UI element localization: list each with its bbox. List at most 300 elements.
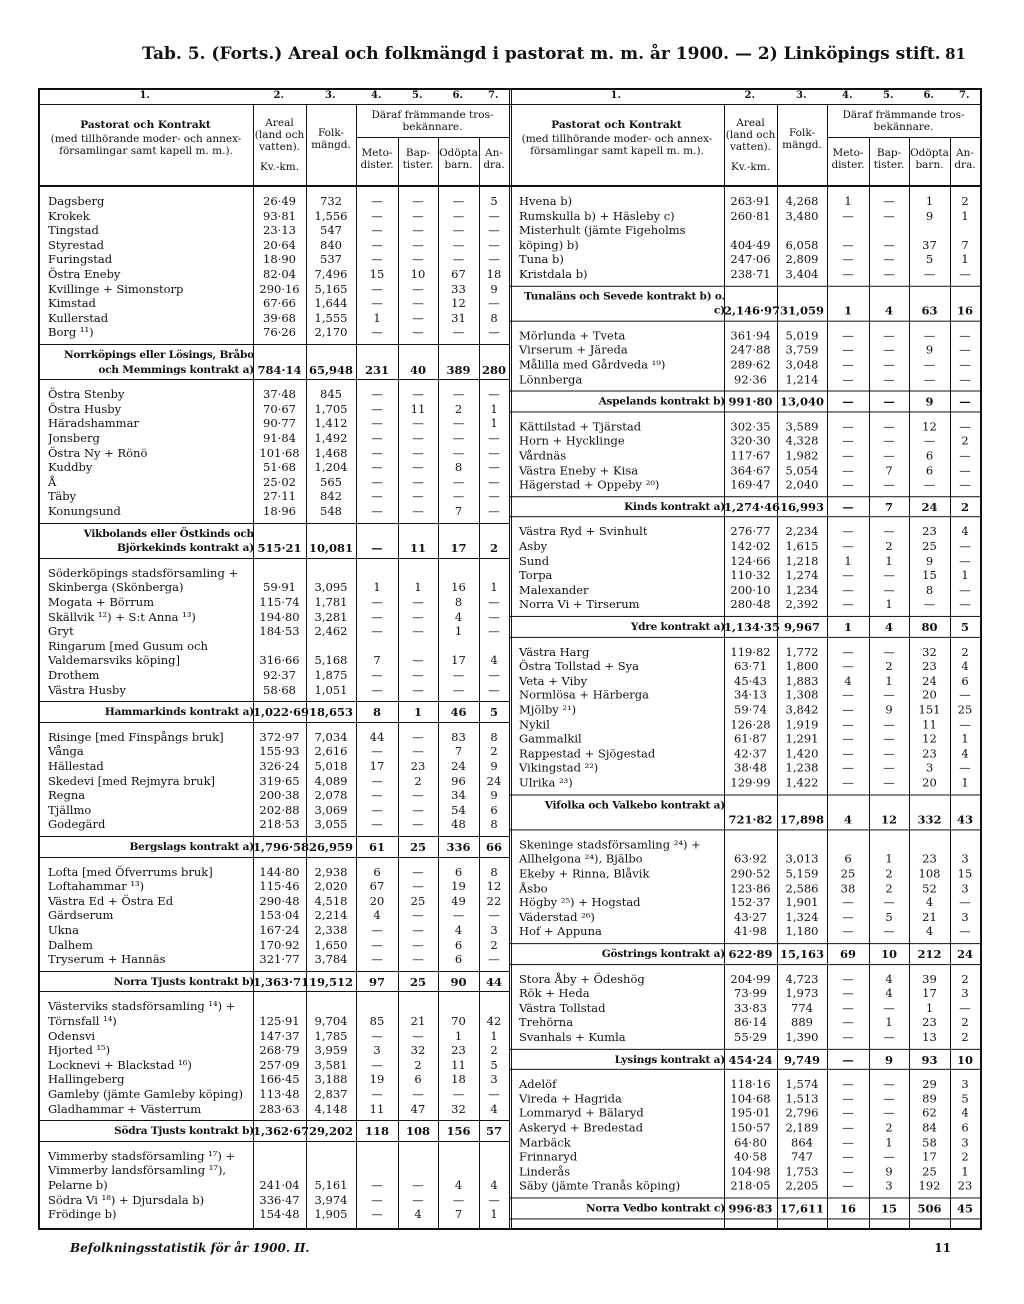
baptister-value: — — [883, 1000, 895, 1015]
andra-value: — — [959, 895, 971, 910]
column-number: 4. — [842, 90, 853, 101]
table-row — [38, 879, 509, 894]
odopta-value: 17 — [922, 1149, 937, 1164]
pastorat-name: Väderstad ²⁶) — [519, 910, 595, 924]
baptister-value: — — [883, 775, 895, 790]
column-number-row — [38, 90, 509, 103]
pastorat-name: Dagsberg — [48, 194, 105, 208]
andra-value: 15 — [957, 866, 973, 881]
folkmangd-value: 2,214 — [314, 908, 348, 923]
odopta-value: 93 — [921, 1052, 938, 1067]
metodister-value: — — [842, 1149, 854, 1164]
baptister-value: 4 — [884, 303, 893, 318]
andra-value: — — [488, 609, 500, 624]
table-row — [509, 419, 980, 434]
baptister-value: — — [412, 609, 424, 624]
areal-value: 144·80 — [259, 864, 300, 879]
header-areal-unit: Kv.-km. — [259, 161, 300, 173]
baptister-value: 2 — [414, 1057, 422, 1072]
baptister-value: — — [412, 1028, 424, 1043]
odopta-value: 1 — [925, 194, 934, 208]
baptister-value: 9 — [884, 1052, 893, 1067]
pastorat-name: Mogata + Börrum — [48, 595, 155, 609]
folkmangd-value: 1,772 — [785, 644, 819, 659]
subtotal-rule — [38, 722, 509, 723]
header-group-trosbekannare: Däraf främmande tros-bekännare. — [371, 109, 494, 133]
pastorat-name: Tuna b) — [519, 252, 564, 267]
folkmangd-value: 2,205 — [785, 1178, 819, 1193]
areal-value: 1,274·46 — [724, 500, 781, 514]
table-row — [38, 938, 509, 953]
odopta-value: 20 — [922, 775, 937, 790]
andra-value: — — [488, 908, 500, 923]
table-row — [38, 1087, 509, 1102]
metodister-value: — — [371, 460, 383, 475]
pastorat-name: Odensvi — [48, 1028, 96, 1043]
metodister-value: 6 — [844, 851, 852, 866]
pastorat-name: Vimmerby stadsförsamling ¹⁷) + Vimmerby landsförsamling ¹⁷), Pelarne b) — [48, 1148, 236, 1192]
table-row — [509, 252, 980, 267]
table-row — [509, 434, 980, 449]
odopta-value: 506 — [917, 1201, 942, 1216]
folkmangd-value: 5,165 — [314, 281, 348, 296]
andra-value: 9 — [490, 788, 498, 803]
header-areal: Areal (land och vatten). — [725, 117, 776, 153]
pastorat-name: Virserum + Järeda — [519, 343, 628, 357]
table-row — [509, 267, 980, 282]
baptister-value: 4 — [885, 971, 893, 986]
folkmangd-value: 4,518 — [314, 893, 348, 908]
folkmangd-value: 2,809 — [785, 252, 819, 267]
odopta-value: 336 — [446, 840, 471, 854]
folkmangd-value: 9,749 — [783, 1052, 820, 1067]
header-odopta: Odöpta barn. — [910, 147, 949, 171]
header-baptister: Bap-tister. — [873, 147, 905, 171]
metodister-value: — — [842, 1164, 854, 1179]
areal-value: 92·36 — [734, 372, 767, 387]
areal-value: 991·80 — [728, 394, 773, 409]
table-row — [38, 282, 509, 297]
folkmangd-value: 2,462 — [314, 624, 348, 639]
baptister-value: 1 — [885, 851, 893, 866]
baptister-value: — — [883, 895, 895, 910]
metodister-value: 118 — [364, 1124, 389, 1139]
header-baptister: Bap-tister. — [402, 147, 434, 171]
andra-value: 9 — [490, 759, 498, 773]
table-row — [509, 986, 980, 1001]
odopta-value: 9 — [925, 553, 934, 568]
header-group-line — [356, 137, 509, 138]
andra-value: 3 — [961, 880, 969, 895]
table-row — [38, 1058, 509, 1073]
baptister-value: — — [412, 416, 424, 431]
folkmangd-value: 1,615 — [785, 539, 819, 554]
odopta-value: 23 — [922, 524, 937, 539]
areal-value: 25·02 — [263, 474, 296, 489]
folkmangd-value: 548 — [320, 504, 342, 518]
areal-value: 218·53 — [259, 817, 300, 832]
subtotal-rule — [509, 1197, 980, 1198]
areal-value: 361·94 — [730, 328, 771, 343]
baptister-value: — — [883, 524, 895, 539]
metodister-value: — — [371, 489, 383, 504]
metodister-value: — — [842, 775, 854, 790]
pastorat-name: Kullerstad — [48, 310, 109, 325]
table-row — [509, 1077, 980, 1092]
metodister-value: — — [842, 659, 854, 673]
folkmangd-value: 65,948 — [308, 362, 353, 377]
pastorat-name: Norra Vi + Tirserum — [519, 597, 640, 612]
baptister-value: 12 — [880, 812, 897, 827]
table-row — [509, 328, 980, 343]
pastorat-name: Västra Eneby + Kisa — [519, 462, 639, 477]
folkmangd-value: 1,875 — [314, 668, 348, 682]
baptister-value: — — [412, 1192, 424, 1207]
andra-value: 4 — [961, 1106, 969, 1121]
areal-value: 39·68 — [263, 310, 296, 325]
folkmangd-value: 2,189 — [785, 1120, 819, 1135]
odopta-value: 29 — [922, 1076, 937, 1091]
andra-value: — — [488, 1192, 500, 1207]
odopta-value: — — [452, 208, 465, 223]
baptister-value: — — [412, 223, 424, 238]
metodister-value: — — [371, 431, 383, 445]
pastorat-name: Furingstad — [48, 252, 113, 267]
folkmangd-value: 3,959 — [314, 1043, 348, 1058]
table-row — [509, 761, 980, 776]
baptister-value: — — [883, 194, 895, 208]
andra-value: 4 — [490, 653, 498, 668]
pastorat-name: Ukna — [48, 923, 79, 937]
kontrakt-total-row — [509, 620, 980, 635]
subtotal-rule — [509, 616, 980, 617]
left-table — [38, 88, 509, 1230]
baptister-value: 10 — [880, 947, 897, 962]
folkmangd-value: 2,392 — [785, 597, 819, 612]
areal-value: 1,362·67 — [253, 1124, 310, 1139]
header-folkmangd: Folk-mängd. — [782, 127, 822, 151]
metodister-value: 15 — [369, 267, 385, 281]
areal-value: 45·43 — [734, 673, 767, 688]
odopta-value: 52 — [922, 880, 937, 895]
odopta-value: — — [452, 1192, 465, 1207]
metodister-value: 61 — [368, 840, 385, 854]
odopta-value: 1 — [454, 624, 463, 639]
table-row — [38, 774, 509, 789]
kontrakt-total-row — [509, 798, 980, 827]
odopta-value: 25 — [922, 539, 937, 554]
baptister-value: — — [412, 460, 424, 475]
pastorat-name: Vifolka och Valkebo kontrakt a) — [544, 799, 725, 812]
pastorat-name: Norrköpings eller Lösings, Bråbo och Memmings kontrakt a) — [64, 349, 254, 376]
areal-value: 404·49 — [730, 237, 771, 252]
andra-value: — — [959, 343, 971, 357]
baptister-value: 2 — [885, 866, 893, 881]
folkmangd-value: 6,058 — [785, 237, 819, 252]
odopta-value: 8 — [925, 582, 934, 597]
baptister-value: — — [412, 252, 424, 267]
folkmangd-value: 18,653 — [308, 705, 353, 720]
odopta-value: 19 — [451, 879, 466, 894]
areal-value: 125·91 — [259, 1013, 300, 1028]
odopta-value: 192 — [918, 1178, 941, 1193]
table-row — [509, 746, 980, 761]
pastorat-name: Rappestad + Sjögestad — [519, 746, 656, 761]
pastorat-name: Locknevi + Blackstad ¹⁶) — [48, 1057, 192, 1072]
andra-value: 5 — [960, 619, 969, 634]
pastorat-name: Å — [48, 474, 57, 489]
andra-value: — — [488, 223, 500, 238]
metodister-value: — — [371, 237, 383, 252]
metodister-value: — — [842, 924, 854, 939]
pastorat-name: Marbäck — [519, 1135, 571, 1150]
areal-value: 142·02 — [730, 539, 771, 554]
footer-sheet-number: 11 — [934, 1241, 951, 1255]
folkmangd-value: 889 — [791, 1015, 813, 1030]
baptister-value: — — [883, 433, 895, 448]
andra-value: — — [488, 668, 500, 682]
baptister-value: — — [412, 310, 424, 325]
pastorat-name: Hammarkinds kontrakt a) — [104, 706, 254, 719]
baptister-value: 15 — [880, 1201, 897, 1216]
odopta-value: 11 — [451, 1057, 466, 1072]
areal-value: 166·45 — [259, 1072, 300, 1087]
andra-value: — — [488, 682, 500, 697]
folkmangd-value: 2,338 — [314, 923, 348, 937]
areal-value: 784·14 — [257, 362, 302, 377]
andra-value: — — [488, 252, 500, 267]
baptister-value: — — [883, 1091, 895, 1106]
areal-value: 73·99 — [734, 986, 767, 1001]
folkmangd-value: 26,959 — [308, 840, 353, 854]
table-row — [509, 1001, 980, 1016]
subtotal-rule — [509, 496, 980, 497]
odopta-value: 58 — [922, 1135, 937, 1150]
areal-value: 34·13 — [734, 688, 767, 703]
table-row — [509, 194, 980, 209]
folkmangd-value: 2,796 — [785, 1106, 819, 1121]
pastorat-name: Vårdnäs — [519, 448, 567, 463]
subtotal-rule — [38, 379, 509, 380]
subtotal-rule — [38, 836, 509, 837]
odopta-value: 23 — [922, 851, 937, 866]
areal-value: 280·48 — [730, 597, 771, 612]
metodister-value: — — [371, 445, 383, 460]
pastorat-name: Hof + Appuna — [519, 924, 602, 939]
table-row — [509, 597, 980, 612]
andra-value: 2 — [961, 1029, 969, 1044]
pastorat-name: Västra Ed + Östra Ed — [48, 893, 174, 908]
folkmangd-value: 5,019 — [785, 328, 819, 343]
odopta-value: 23 — [922, 659, 937, 673]
pastorat-name: Västra Ryd + Svinhult — [519, 524, 648, 539]
folkmangd-value: 5,161 — [314, 1177, 348, 1192]
folkmangd-value: 1,785 — [314, 1028, 348, 1043]
odopta-value: 90 — [450, 974, 467, 989]
metodister-value: — — [371, 609, 383, 624]
metodister-value: — — [371, 325, 383, 340]
table-row — [509, 448, 980, 463]
pastorat-name: Västra Tollstad — [519, 1000, 606, 1015]
odopta-value: 17 — [451, 653, 466, 668]
andra-value: — — [959, 924, 971, 939]
folkmangd-value: 1,412 — [314, 416, 348, 431]
metodister-value: — — [842, 717, 854, 732]
metodister-value: — — [842, 1106, 854, 1121]
column-number: 6. — [923, 90, 934, 101]
andra-value: — — [488, 504, 500, 518]
column-header — [509, 104, 980, 187]
metodister-value: — — [842, 1015, 854, 1030]
pastorat-name: Frödinge b) — [48, 1207, 117, 1222]
andra-value: — — [488, 325, 500, 340]
metodister-value: — — [842, 644, 854, 659]
table-row — [38, 803, 509, 818]
subtotal-rule — [509, 285, 980, 286]
pastorat-name: Vånga — [48, 744, 84, 759]
folkmangd-value: 3,784 — [314, 952, 348, 967]
table-row — [509, 463, 980, 478]
areal-value: 20·64 — [263, 237, 296, 252]
metodister-value: — — [842, 477, 854, 492]
areal-value: 93·81 — [263, 208, 296, 223]
andra-value: 2 — [961, 433, 969, 448]
table-row — [38, 817, 509, 832]
header-pastorat-sub: (med tillhörande moder- och annex-församlingar samt kapell m. m.). — [521, 133, 713, 157]
baptister-value: 1 — [885, 553, 893, 568]
baptister-value: — — [883, 252, 895, 267]
andra-value: 12 — [486, 879, 502, 894]
header-metodister: Meto-dister. — [360, 147, 394, 171]
andra-value: — — [959, 328, 971, 343]
odopta-value: 1 — [925, 1000, 934, 1015]
table-row — [509, 343, 980, 358]
column-line — [869, 137, 870, 185]
baptister-value: 108 — [405, 1124, 430, 1139]
folkmangd-value: 17,898 — [779, 812, 824, 827]
metodister-value: — — [842, 419, 854, 434]
odopta-value: 9 — [925, 394, 934, 409]
table-row — [38, 223, 509, 238]
andra-value: — — [959, 394, 971, 409]
folkmangd-value: 1,973 — [785, 986, 819, 1001]
baptister-value: 1 — [885, 673, 893, 688]
areal-value: 76·26 — [263, 325, 296, 340]
andra-value: 25 — [957, 702, 973, 717]
subtotal-rule — [38, 991, 509, 992]
table-row — [38, 325, 509, 340]
baptister-value: — — [412, 879, 424, 894]
pastorat-name: Ydre kontrakt a) — [630, 620, 725, 633]
odopta-value: 24 — [922, 673, 937, 688]
metodister-value: — — [371, 208, 383, 223]
folkmangd-value: 1,513 — [785, 1091, 819, 1106]
baptister-value: — — [883, 343, 895, 357]
folkmangd-value: 1,051 — [314, 682, 348, 697]
odopta-value: 4 — [925, 895, 934, 910]
header-group-line — [827, 137, 980, 138]
kontrakt-total-row — [509, 500, 980, 515]
areal-value: 194·80 — [259, 609, 300, 624]
odopta-value: 108 — [918, 866, 941, 881]
odopta-value: — — [452, 489, 465, 504]
odopta-value: 7 — [454, 744, 463, 759]
odopta-value: 4 — [925, 924, 934, 939]
odopta-value: 389 — [446, 362, 471, 377]
odopta-value: 156 — [446, 1124, 471, 1139]
subtotal-rule — [509, 794, 980, 795]
areal-value: 58·68 — [263, 682, 296, 697]
odopta-value: 34 — [451, 788, 466, 803]
column-number: 2. — [273, 90, 284, 101]
metodister-value: — — [842, 1120, 854, 1135]
areal-value: 170·92 — [259, 937, 300, 952]
folkmangd-value: 774 — [791, 1000, 813, 1015]
baptister-value: — — [412, 682, 424, 697]
folkmangd-value: 3,759 — [785, 343, 819, 357]
pastorat-name: Åsbo — [519, 880, 548, 895]
folkmangd-value: 1,555 — [314, 310, 348, 325]
subtotal-rule — [509, 964, 980, 965]
table-row — [38, 238, 509, 253]
metodister-value: 1 — [373, 310, 381, 325]
areal-value: 268·79 — [259, 1043, 300, 1058]
areal-value: 996·83 — [728, 1201, 773, 1216]
areal-value: 33·83 — [734, 1000, 767, 1015]
table-row — [509, 477, 980, 492]
baptister-value: — — [883, 644, 895, 659]
column-number: 1. — [610, 90, 621, 101]
pastorat-name: Linderås — [519, 1164, 571, 1179]
baptister-value: — — [412, 744, 424, 759]
baptister-value: — — [412, 1087, 424, 1101]
odopta-value: 12 — [451, 296, 466, 311]
pastorat-name: Norra Tjusts kontrakt b) — [113, 975, 254, 988]
column-number: 7. — [959, 90, 970, 101]
pastorat-name: Hägerstad + Oppeby ²⁰) — [519, 477, 660, 492]
metodister-value: 17 — [369, 759, 385, 773]
odopta-value: 8 — [454, 595, 463, 609]
folkmangd-value: 2,040 — [785, 477, 819, 492]
odopta-value: 6 — [454, 952, 463, 967]
table-row — [38, 865, 509, 880]
table-row — [38, 730, 509, 745]
kontrakt-total-row — [509, 1201, 980, 1216]
areal-value: 38·48 — [734, 760, 767, 775]
table-row — [509, 644, 980, 659]
metodister-value: — — [371, 952, 383, 967]
folkmangd-value: 1,308 — [785, 688, 819, 703]
odopta-value: 2 — [454, 401, 463, 416]
column-line — [777, 105, 778, 185]
areal-value: 117·67 — [730, 448, 771, 463]
folkmangd-value: 5,159 — [785, 866, 819, 881]
metodister-value: 1 — [843, 303, 852, 318]
table-row — [38, 894, 509, 909]
metodister-value: — — [371, 474, 383, 489]
baptister-value: — — [412, 208, 424, 223]
andra-value: 1 — [961, 775, 969, 790]
areal-value: 154·48 — [259, 1207, 300, 1222]
metodister-value: — — [371, 595, 383, 609]
folkmangd-value: 845 — [320, 387, 342, 402]
metodister-value: — — [842, 1135, 854, 1150]
table-row — [38, 595, 509, 610]
odopta-value: 39 — [922, 971, 937, 986]
baptister-value: — — [883, 394, 895, 409]
andra-value: 5 — [490, 194, 498, 208]
andra-value: 2 — [489, 541, 498, 556]
